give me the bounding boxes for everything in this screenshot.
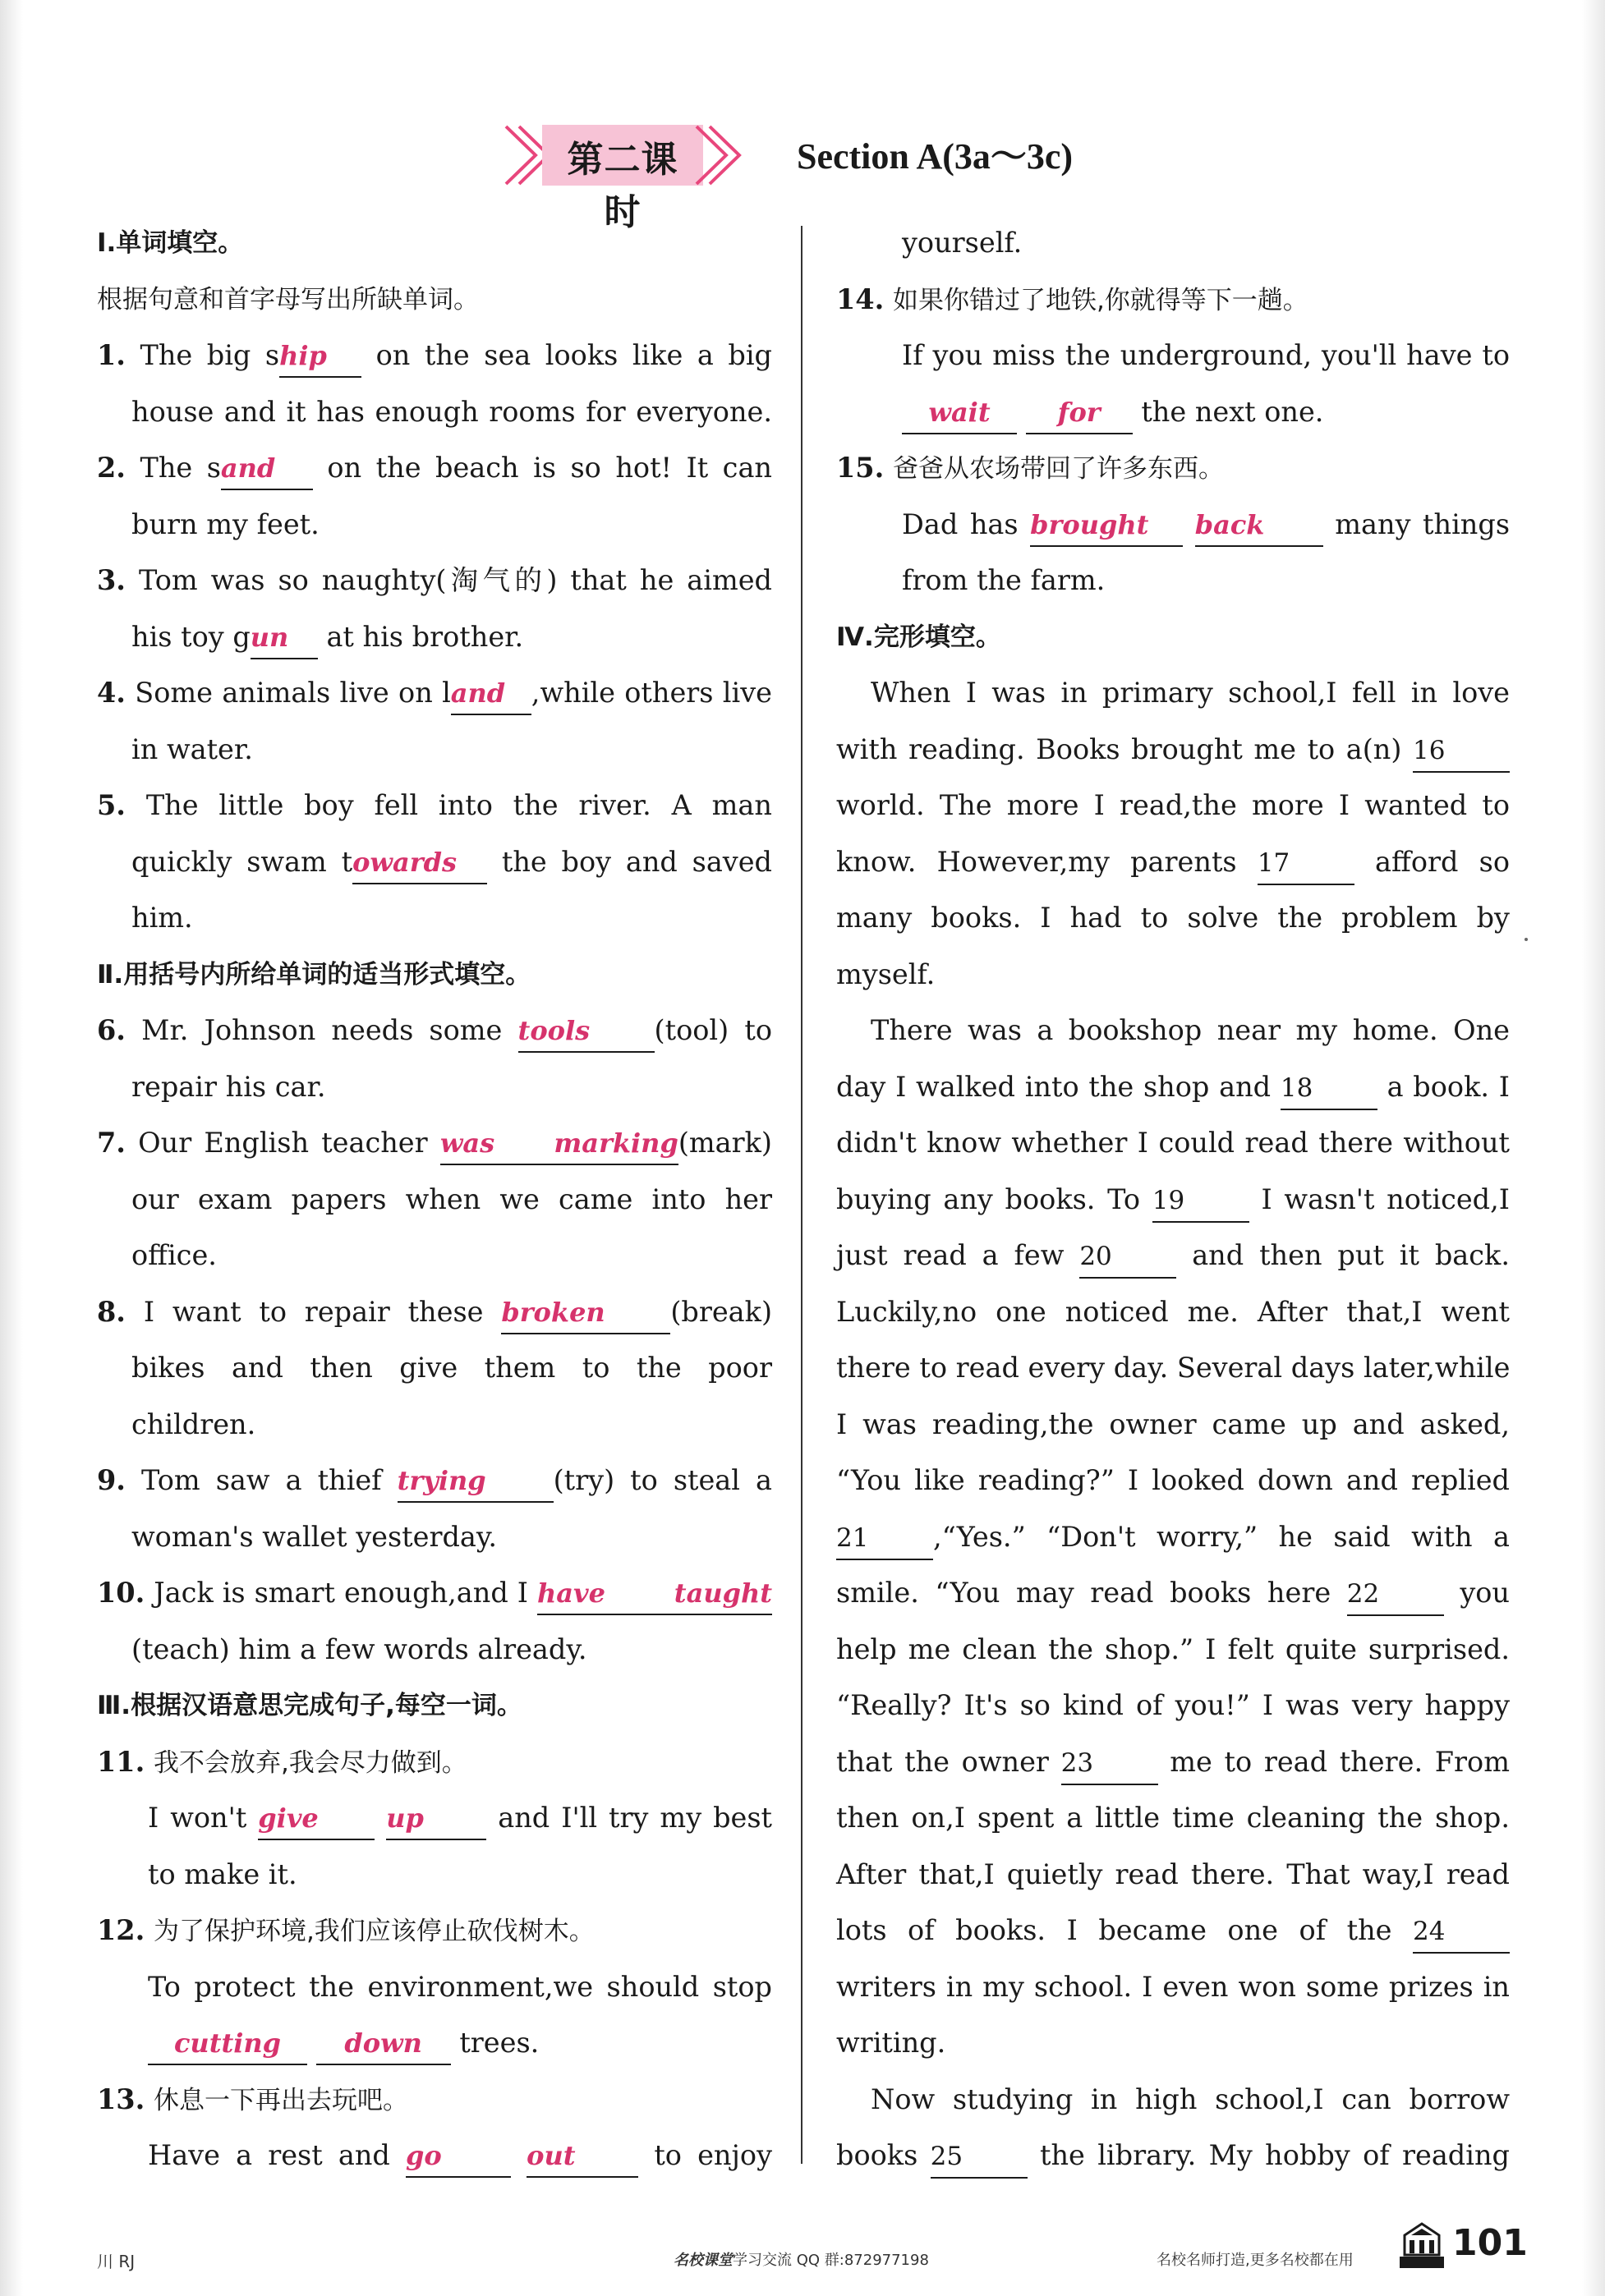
q14-chinese: 如果你错过了地铁,你就得等下一趟。 [892, 285, 1308, 315]
q11-text: I won't [148, 1802, 247, 1834]
q12-text-b: trees. [459, 2027, 540, 2059]
passage-text: books [836, 2139, 918, 2171]
passage-p2-line16: After that,I quietly read there. That way,I read [836, 1857, 1510, 1890]
cloze-number-24: 24 [1413, 1917, 1446, 1946]
q13-chinese: 休息一下再出去玩吧。 [153, 2085, 408, 2115]
q11-blank-2[interactable] [386, 1798, 486, 1840]
q7-line2: our exam papers when we came into her [131, 1182, 772, 1215]
q11-answer-1: give [258, 1802, 319, 1834]
q11-answer-2: up [386, 1802, 424, 1834]
q11-blank-1[interactable] [258, 1798, 375, 1840]
cloze-blank-22[interactable] [1347, 1573, 1444, 1616]
part4-title: Ⅳ.完形填空。 [836, 622, 1001, 652]
q13-line2 [97, 2128, 772, 2184]
passage-text: a book. I [1387, 1070, 1511, 1103]
q1-line2: house and it has enough rooms for everyone. [131, 395, 772, 428]
q3-text-c: at his brother. [326, 620, 524, 653]
q4-text: Some animals live on l [135, 677, 451, 709]
q14-blank-1[interactable] [902, 392, 1017, 434]
q6-answer: tools [517, 1015, 591, 1046]
q6-number: 6. [97, 1014, 126, 1046]
q15-text: Dad has [902, 507, 1019, 540]
cloze-blank-19[interactable] [1152, 1179, 1249, 1223]
passage-text: day I walked into the shop and [836, 1070, 1272, 1103]
q3-text: Tom was so naughty(淘气的) that he aimed [138, 564, 772, 596]
q9-text: Tom saw a thief [141, 1464, 382, 1496]
q6-line1 [97, 1003, 772, 1059]
q15-blank-2[interactable] [1195, 504, 1323, 547]
qq-group-text: 学习交流 QQ 群:872977198 [733, 2252, 929, 2269]
q11-line1 [97, 1734, 772, 1791]
passage-p2-line11 [836, 1565, 1510, 1622]
q12-blank-1[interactable] [148, 2023, 307, 2065]
q7-line3: office. [131, 1239, 217, 1271]
q6-line2: repair his car. [131, 1070, 326, 1103]
q7-blank[interactable] [440, 1123, 678, 1165]
q12-chinese: 为了保护环境,我们应该停止砍伐树木。 [153, 1917, 595, 1946]
brand-logo-icon [1398, 2217, 1446, 2271]
q13-text: Have a rest and [148, 2139, 390, 2171]
left-column [97, 215, 772, 2184]
q12-line1 [97, 1903, 772, 1959]
q1-number: 1. [97, 339, 126, 371]
q11-line3: to make it. [148, 1857, 297, 1890]
q5-text: The little boy fell into the river. A man [145, 789, 772, 821]
q14-number: 14. [836, 282, 885, 315]
cloze-number-22: 22 [1346, 1579, 1380, 1609]
cloze-number-21: 21 [836, 1522, 869, 1553]
q6-text: Mr. Johnson needs some [141, 1014, 503, 1046]
page-shadow-left [0, 0, 23, 2296]
q8-answer: broken [501, 1296, 605, 1328]
stray-dot [1525, 938, 1528, 941]
passage-p2-line1: There was a bookshop near my home. One [871, 1014, 1510, 1046]
q9-text-b: (try) to steal a [553, 1464, 772, 1496]
q13-blank-1[interactable] [406, 2135, 511, 2178]
cloze-blank-21[interactable] [836, 1517, 933, 1560]
q8-line1 [97, 1284, 772, 1341]
cloze-number-18: 18 [1280, 1072, 1313, 1103]
passage-p2-line3: didn't know whether I could read there without [836, 1127, 1510, 1159]
passage-p2-line7: there to read every day. Several days later,while [836, 1352, 1511, 1384]
q10-line1 [97, 1565, 772, 1622]
q2-number: 2. [97, 452, 126, 484]
passage-text: lots of books. I became one of the [836, 1914, 1392, 1946]
passage-text: with reading. Books brought me to a(n) [836, 732, 1402, 765]
q5-number: 5. [97, 789, 126, 821]
q2-line2: burn my feet. [131, 507, 320, 540]
q10-text: Jack is smart enough,and I [154, 1577, 529, 1609]
q1-text: The big s [140, 339, 280, 371]
q14-blank-2[interactable] [1026, 392, 1133, 434]
passage-p1-line3: world. The more I read,the more I wanted to [836, 789, 1510, 821]
passage-text: afford so [1375, 845, 1511, 878]
passage-p2-line14 [836, 1734, 1510, 1791]
passage-text: smile. “You may read books here [836, 1577, 1331, 1609]
q7-text: Our English teacher [138, 1127, 428, 1159]
q3-line1 [97, 553, 772, 609]
passage-p2-line13: “Really? It's so kind of you!” I was very happy [836, 1689, 1510, 1721]
q5-blank[interactable] [352, 842, 487, 884]
passage-text: you [1460, 1577, 1510, 1609]
q10-answer: have taught [537, 1577, 772, 1609]
q4-text-b: ,while others live [531, 677, 772, 709]
q4-blank[interactable] [451, 673, 531, 715]
brand-name: 名校课堂 [674, 2252, 733, 2269]
q10-number: 10. [97, 1577, 145, 1609]
q14-answer-2: for [1057, 396, 1101, 428]
passage-text: ,“Yes.” “Don't worry,” he said with a [933, 1520, 1510, 1553]
passage-text: buying any books. To [836, 1182, 1141, 1215]
part2-title: Ⅱ.用括号内所给单词的适当形式填空。 [97, 959, 531, 990]
q3-blank[interactable] [251, 617, 318, 659]
q13-blank-2[interactable] [527, 2135, 638, 2178]
page-number: 101 [1452, 2222, 1528, 2264]
passage-p1-line4 [836, 834, 1510, 891]
passage-p2-line5 [836, 1228, 1510, 1284]
q14-line2: If you miss the underground, you'll have to [902, 339, 1510, 371]
q2-blank[interactable] [221, 448, 313, 490]
passage-p1-line5: many books. I had to solve the problem by [836, 902, 1510, 934]
q15-chinese: 爸爸从农场带回了许多东西。 [892, 454, 1224, 484]
passage-p2-line8: I was reading,the owner came up and asked, [836, 1407, 1510, 1440]
passage-p2-line9: “You like reading?” I looked down and replied [836, 1464, 1510, 1496]
part1-title: Ⅰ.单词填空。 [97, 228, 244, 258]
footer-slogan: 名校名师打造,更多名校都在用 [1157, 2252, 1354, 2269]
passage-text: and then put it back. [1192, 1239, 1510, 1271]
q9-answer: trying [397, 1465, 486, 1496]
q6-text-b: (tool) to [654, 1014, 772, 1046]
q13-answer-2: out [527, 2140, 576, 2171]
q11-line2 [97, 1790, 772, 1847]
q15-line1 [836, 440, 1510, 497]
q5-text-c: the boy and saved [501, 845, 772, 878]
q15-blank-1[interactable] [1030, 504, 1183, 547]
section-title: Section A(3a～3c) [797, 136, 1074, 177]
q6-blank[interactable] [518, 1010, 655, 1053]
q5-text-b: quickly swam t [131, 845, 353, 878]
part1-instruction: 根据句意和首字母写出所缺单词。 [97, 284, 479, 315]
q8-line3: children. [131, 1407, 256, 1440]
q8-text-b: (break) [670, 1295, 773, 1328]
cloze-blank-16[interactable] [1413, 729, 1510, 773]
q8-blank[interactable] [501, 1292, 670, 1334]
part3-title: Ⅲ.根据汉语意思完成句子,每空一词。 [97, 1691, 522, 1720]
q15-line2 [836, 497, 1510, 553]
passage-p2-line17 [836, 1903, 1510, 1959]
q2-text-b: on the beach is so hot! It can [327, 452, 772, 484]
q7-answer: was marking [439, 1127, 678, 1159]
cloze-number-19: 19 [1152, 1185, 1185, 1215]
q8-number: 8. [97, 1295, 126, 1328]
q2-text: The s [140, 452, 221, 484]
q3-text-b: his toy g [131, 620, 251, 653]
cloze-blank-17[interactable] [1258, 842, 1354, 885]
q11-number: 11. [97, 1745, 145, 1778]
q14-answer-1: wait [928, 396, 991, 428]
q9-line1 [97, 1453, 772, 1509]
q14-text-b: the next one. [1141, 395, 1324, 428]
q15-line3: from the farm. [902, 564, 1106, 596]
q7-number: 7. [97, 1127, 126, 1159]
q7-text-b: (mark) [678, 1127, 773, 1159]
q12-blank-2[interactable] [316, 2023, 451, 2065]
q15-answer-2: back [1194, 508, 1265, 540]
passage-p1-line2 [836, 722, 1510, 778]
passage-p1-line6: myself. [836, 957, 936, 990]
cloze-blank-20[interactable] [1079, 1235, 1176, 1279]
edition-label: 川 RJ [97, 2252, 136, 2271]
cloze-blank-23[interactable] [1061, 1742, 1158, 1785]
q2-line1 [97, 440, 772, 497]
q4-line1 [97, 665, 772, 722]
q4-line2: in water. [131, 732, 253, 765]
passage-text: the library. My hobby of reading [1040, 2139, 1510, 2171]
footer-qq-group [674, 2248, 929, 2270]
q4-answer: and [450, 677, 506, 709]
passage-p2-line6: Luckily,no one noticed me. After that,I went [836, 1295, 1510, 1328]
page-shadow-right [1582, 0, 1605, 2296]
q15-number: 15. [836, 452, 885, 484]
passage-p2-line10 [836, 1509, 1510, 1566]
q12-line3 [97, 2015, 772, 2072]
q5-line1 [97, 778, 772, 834]
cloze-number-25: 25 [930, 2142, 963, 2171]
q12-number: 12. [97, 1914, 145, 1946]
passage-text: I wasn't noticed,I [1261, 1182, 1511, 1215]
passage-p2-line4 [836, 1172, 1510, 1228]
q9-line2: woman's wallet yesterday. [131, 1520, 498, 1553]
q13-line1 [97, 2072, 772, 2128]
q1-blank[interactable] [279, 335, 361, 378]
q2-answer: and [220, 452, 276, 484]
q10-line2: (teach) him a few words already. [131, 1632, 587, 1665]
q13-text-b: to enjoy [654, 2139, 772, 2171]
cloze-number-23: 23 [1060, 1747, 1094, 1778]
passage-p1-line1: When I was in primary school,I fell in love [871, 677, 1510, 709]
q5-answer: owards [352, 846, 457, 878]
q1-answer: hip [279, 340, 327, 371]
passage-text: know. However,my parents [836, 845, 1237, 878]
q3-line2 [97, 609, 772, 666]
passage-p2-line15: then on,I spent a little time cleaning the shop. [836, 1802, 1510, 1834]
q7-line1 [97, 1115, 772, 1172]
q1-text-b: on the sea looks like a big [375, 339, 772, 371]
passage-p3-line1: Now studying in high school,I can borrow [871, 2082, 1510, 2115]
q9-number: 9. [97, 1464, 126, 1496]
q15-text-b: many things [1335, 507, 1511, 540]
cloze-blank-25[interactable] [931, 2135, 1028, 2179]
q11-chinese: 我不会放弃,我会尽力做到。 [153, 1747, 467, 1778]
column-divider [801, 226, 802, 2164]
q11-text-b: and I'll try my best [498, 1802, 773, 1834]
q14-line3 [836, 384, 1510, 441]
passage-text: just read a few [836, 1239, 1065, 1271]
q4-number: 4. [97, 677, 126, 709]
q13-number: 13. [97, 2082, 145, 2115]
q9-blank[interactable] [398, 1460, 554, 1503]
q12-answer-2: down [344, 2027, 422, 2059]
passage-text: me to read there. From [1170, 1745, 1510, 1778]
passage-text: that the owner [836, 1745, 1049, 1778]
q8-line2: bikes and then give them to the poor [131, 1352, 772, 1384]
lesson-banner [503, 122, 743, 233]
passage-p2-line19: writing. [836, 2027, 946, 2059]
q12-answer-1: cutting [173, 2027, 282, 2059]
cloze-number-17: 17 [1257, 847, 1290, 878]
q5-line3: him. [131, 902, 193, 934]
q3-number: 3. [97, 564, 126, 596]
q13-answer-1: go [406, 2140, 442, 2171]
passage-p2-line2 [836, 1059, 1510, 1116]
cloze-number-20: 20 [1079, 1242, 1112, 1271]
q14-line1 [836, 272, 1510, 328]
q3-answer: un [250, 621, 289, 653]
passage-p2-line18: writers in my school. I even won some prizes in [836, 1970, 1510, 2003]
q10-blank[interactable] [537, 1573, 772, 1615]
lesson-label: 第二课时 [567, 139, 678, 233]
right-column [836, 215, 1510, 2184]
q5-line2 [97, 834, 772, 891]
passage-p3-line2 [836, 2128, 1510, 2184]
cloze-blank-18[interactable] [1281, 1067, 1377, 1110]
q1-line1 [97, 328, 772, 384]
passage-p2-line12: help me clean the shop.” I felt quite surprised. [836, 1632, 1510, 1665]
q12-line2: To protect the environment,we should stop [148, 1970, 772, 2003]
q13-line3: yourself. [902, 227, 1023, 259]
q8-text: I want to repair these [143, 1295, 484, 1328]
cloze-number-16: 16 [1413, 735, 1446, 765]
cloze-blank-24[interactable] [1413, 1910, 1510, 1954]
q15-answer-1: brought [1030, 508, 1149, 540]
